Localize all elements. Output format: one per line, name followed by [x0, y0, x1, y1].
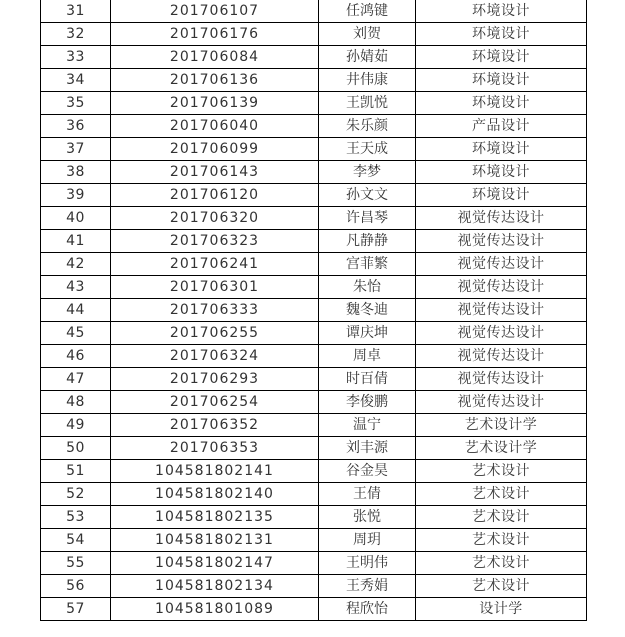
cell-student-name: 张悦 [319, 506, 416, 529]
student-list-body [41, 0, 587, 621]
cell-student-id: 201706143 [111, 161, 319, 184]
cell-major: 环境设计 [416, 0, 587, 23]
cell-student-id: 201706352 [111, 414, 319, 437]
cell-student-id: 104581802141 [111, 460, 319, 483]
cell-major: 环境设计 [416, 184, 587, 207]
table-row [41, 207, 587, 230]
cell-student-id: 201706040 [111, 115, 319, 138]
cell-student-name: 魏冬迪 [319, 299, 416, 322]
table-row [41, 506, 587, 529]
table-row [41, 575, 587, 598]
cell-student-id: 201706320 [111, 207, 319, 230]
cell-number: 32 [41, 23, 111, 46]
cell-student-name: 井伟康 [319, 69, 416, 92]
cell-number: 40 [41, 207, 111, 230]
cell-number: 48 [41, 391, 111, 414]
cell-major: 艺术设计 [416, 506, 587, 529]
table-row [41, 276, 587, 299]
table-row [41, 23, 587, 46]
table-row [41, 552, 587, 575]
cell-student-name: 孙婧茹 [319, 46, 416, 69]
cell-major: 视觉传达设计 [416, 345, 587, 368]
cell-major: 视觉传达设计 [416, 322, 587, 345]
cell-student-id: 104581801089 [111, 598, 319, 621]
table-row [41, 299, 587, 322]
cell-major: 视觉传达设计 [416, 391, 587, 414]
cell-student-name: 周卓 [319, 345, 416, 368]
cell-major: 艺术设计学 [416, 437, 587, 460]
cell-major: 视觉传达设计 [416, 299, 587, 322]
cell-major: 艺术设计 [416, 529, 587, 552]
cell-student-name: 王明伟 [319, 552, 416, 575]
table-row [41, 253, 587, 276]
cell-student-id: 201706107 [111, 0, 319, 23]
cell-student-name: 任鸿键 [319, 0, 416, 23]
cell-student-name: 孙文文 [319, 184, 416, 207]
cell-major: 环境设计 [416, 69, 587, 92]
cell-student-id: 201706139 [111, 92, 319, 115]
table-row [41, 161, 587, 184]
cell-major: 环境设计 [416, 92, 587, 115]
cell-major: 艺术设计 [416, 552, 587, 575]
cell-student-id: 201706176 [111, 23, 319, 46]
cell-student-id: 104581802135 [111, 506, 319, 529]
cell-student-name: 谭庆坤 [319, 322, 416, 345]
table-row [41, 460, 587, 483]
cell-student-id: 201706255 [111, 322, 319, 345]
cell-major: 艺术设计学 [416, 414, 587, 437]
cell-student-name: 凡静静 [319, 230, 416, 253]
cell-student-name: 谷金昊 [319, 460, 416, 483]
cell-student-id: 201706241 [111, 253, 319, 276]
table-row [41, 46, 587, 69]
cell-number: 44 [41, 299, 111, 322]
cell-student-name: 朱乐颜 [319, 115, 416, 138]
cell-student-name: 王天成 [319, 138, 416, 161]
table-row [41, 414, 587, 437]
cell-major: 环境设计 [416, 161, 587, 184]
cell-student-id: 201706254 [111, 391, 319, 414]
cell-student-id: 104581802147 [111, 552, 319, 575]
cell-number: 57 [41, 598, 111, 621]
table-row [41, 483, 587, 506]
cell-number: 38 [41, 161, 111, 184]
cell-major: 视觉传达设计 [416, 207, 587, 230]
cell-number: 33 [41, 46, 111, 69]
cell-student-id: 201706084 [111, 46, 319, 69]
cell-major: 环境设计 [416, 23, 587, 46]
table-row [41, 138, 587, 161]
cell-major: 设计学 [416, 598, 587, 621]
cell-student-id: 201706136 [111, 69, 319, 92]
table-row [41, 598, 587, 621]
cell-number: 49 [41, 414, 111, 437]
cell-major: 视觉传达设计 [416, 276, 587, 299]
cell-major: 产品设计 [416, 115, 587, 138]
table-row [41, 92, 587, 115]
table-row [41, 368, 587, 391]
cell-number: 39 [41, 184, 111, 207]
cell-number: 37 [41, 138, 111, 161]
cell-number: 36 [41, 115, 111, 138]
cell-number: 45 [41, 322, 111, 345]
cell-major: 视觉传达设计 [416, 253, 587, 276]
cell-number: 56 [41, 575, 111, 598]
cell-major: 艺术设计 [416, 575, 587, 598]
cell-student-id: 201706324 [111, 345, 319, 368]
cell-student-name: 刘丰源 [319, 437, 416, 460]
cell-student-name: 王秀娟 [319, 575, 416, 598]
cell-student-id: 201706099 [111, 138, 319, 161]
cell-student-name: 李俊鹏 [319, 391, 416, 414]
cell-number: 31 [41, 0, 111, 23]
cell-major: 艺术设计 [416, 460, 587, 483]
cell-student-name: 宫菲繁 [319, 253, 416, 276]
cell-student-id: 104581802140 [111, 483, 319, 506]
cell-student-name: 周玥 [319, 529, 416, 552]
cell-number: 41 [41, 230, 111, 253]
cell-number: 54 [41, 529, 111, 552]
cell-major: 环境设计 [416, 46, 587, 69]
cell-number: 50 [41, 437, 111, 460]
cell-number: 52 [41, 483, 111, 506]
cell-student-id: 201706301 [111, 276, 319, 299]
cell-number: 51 [41, 460, 111, 483]
cell-number: 42 [41, 253, 111, 276]
table-row [41, 322, 587, 345]
student-list-table-wrapper [40, 0, 584, 621]
table-row [41, 230, 587, 253]
cell-student-id: 201706353 [111, 437, 319, 460]
cell-student-name: 李梦 [319, 161, 416, 184]
cell-number: 34 [41, 69, 111, 92]
cell-major: 视觉传达设计 [416, 368, 587, 391]
cell-major: 视觉传达设计 [416, 230, 587, 253]
table-row [41, 115, 587, 138]
cell-student-id: 104581802131 [111, 529, 319, 552]
cell-student-name: 温宁 [319, 414, 416, 437]
cell-number: 43 [41, 276, 111, 299]
cell-student-name: 朱怡 [319, 276, 416, 299]
table-row [41, 437, 587, 460]
cell-student-id: 201706333 [111, 299, 319, 322]
cell-student-name: 许昌琴 [319, 207, 416, 230]
cell-student-name: 时百倩 [319, 368, 416, 391]
table-row [41, 69, 587, 92]
cell-number: 53 [41, 506, 111, 529]
cell-number: 46 [41, 345, 111, 368]
cell-student-id: 201706293 [111, 368, 319, 391]
cell-number: 47 [41, 368, 111, 391]
cell-student-name: 程欣怡 [319, 598, 416, 621]
table-row [41, 184, 587, 207]
cell-student-name: 王倩 [319, 483, 416, 506]
cell-number: 35 [41, 92, 111, 115]
cell-student-id: 104581802134 [111, 575, 319, 598]
cell-student-name: 王凯悦 [319, 92, 416, 115]
cell-number: 55 [41, 552, 111, 575]
table-row [41, 0, 587, 23]
cell-major: 环境设计 [416, 138, 587, 161]
cell-student-id: 201706323 [111, 230, 319, 253]
cell-student-id: 201706120 [111, 184, 319, 207]
table-row [41, 529, 587, 552]
cell-major: 艺术设计 [416, 483, 587, 506]
student-list-table [40, 0, 587, 621]
cell-student-name: 刘贺 [319, 23, 416, 46]
table-row [41, 345, 587, 368]
table-row [41, 391, 587, 414]
